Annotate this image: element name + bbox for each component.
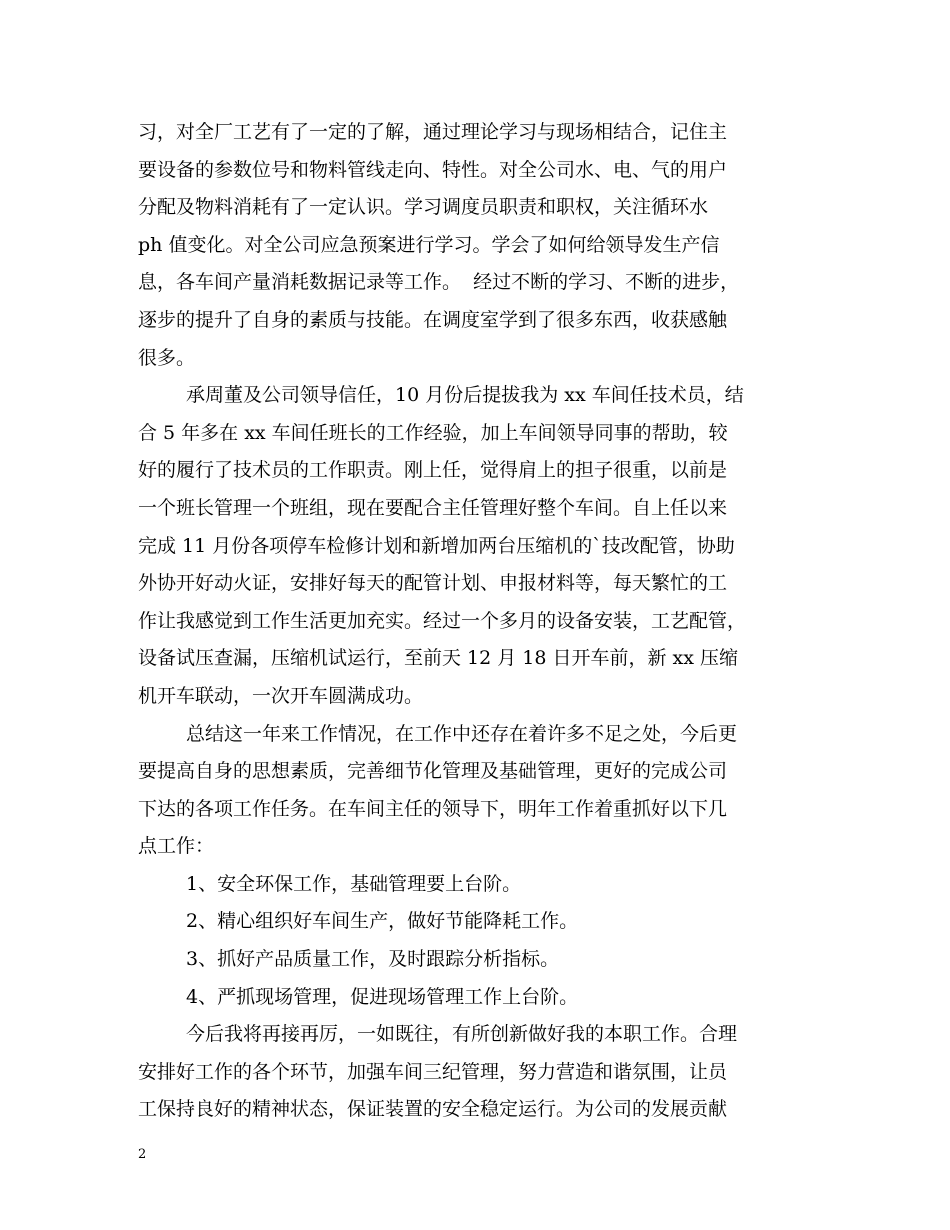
text-line: 作让我感觉到工作生活更加充实。经过一个多月的设备安装，工艺配管，	[138, 609, 747, 632]
text-line: 息，各车间产量消耗数据记录等工作。 经过不断的学习、不断的进步，	[138, 271, 740, 294]
list-item: 4、严抓现场管理，促进现场管理工作上台阶。	[186, 985, 579, 1008]
paragraph-first-line: 总结这一年来工作情况，在工作中还存在着许多不足之处，今后更	[186, 722, 738, 745]
text-line: 习，对全厂工艺有了一定的了解，通过理论学习与现场相结合，记住主	[138, 121, 728, 143]
text-line: 点工作：	[138, 835, 215, 858]
text-line: 逐步的提升了自身的素质与技能。在调度室学到了很多东西，收获感触	[138, 308, 728, 331]
text-line: 安排好工作的各个环节，加强车间三纪管理，努力营造和谐氛围，让员	[138, 1060, 728, 1083]
list-item: 1、安全环保工作，基础管理要上台阶。	[186, 872, 522, 895]
text-line: 要设备的参数位号和物料管线走向、特性。对全公司水、电、气的用户	[138, 158, 728, 181]
text-line: 很多。	[138, 346, 196, 369]
list-item: 3、抓好产品质量工作，及时跟踪分析指标。	[186, 948, 560, 971]
document-body	[138, 114, 818, 1129]
text-line: 分配及物料消耗有了一定认识。学习调度员职责和职权，关注循环水	[138, 196, 709, 219]
text-line: 要提高自身的思想素质，完善细节化管理及基础管理，更好的完成公司	[138, 760, 728, 783]
text-line: 一个班长管理一个班组，现在要配合主任管理好整个车间。自上任以来	[138, 496, 728, 519]
paragraph-first-line: 承周董及公司领导信任，10 月份后提拔我为 xx 车间任技术员，结	[186, 384, 744, 407]
text-line: 设备试压查漏，压缩机试运行，至前天 12 月 18 日开车前，新 xx 压缩	[138, 647, 739, 670]
page-number: 2	[138, 1147, 147, 1162]
text-line: 机开车联动，一次开车圆满成功。	[138, 684, 424, 707]
text-line: ph 值变化。对全公司应急预案进行学习。学会了如何给领导发生产信	[138, 233, 720, 256]
text-line: 下达的各项工作任务。在车间主任的领导下，明年工作着重抓好以下几	[138, 797, 728, 820]
text-line: 合 5 年多在 xx 车间任班长的工作经验，加上车间领导同事的帮助，较	[138, 421, 728, 444]
list-item: 2、精心组织好车间生产，做好节能降耗工作。	[186, 910, 579, 933]
text-line: 外协开好动火证，安排好每天的配管计划、申报材料等，每天繁忙的工	[138, 572, 728, 595]
text-line: 完成 11 月份各项停车检修计划和新增加两台压缩机的`技改配管，协助	[138, 534, 735, 557]
text-line: 好的履行了技术员的工作职责。刚上任，觉得肩上的担子很重，以前是	[138, 459, 728, 482]
paragraph-first-line: 今后我将再接再厉，一如既往，有所创新做好我的本职工作。合理	[186, 1023, 738, 1046]
text-line: 工保持良好的精神状态，保证装置的安全稳定运行。为公司的发展贡献	[138, 1098, 728, 1121]
